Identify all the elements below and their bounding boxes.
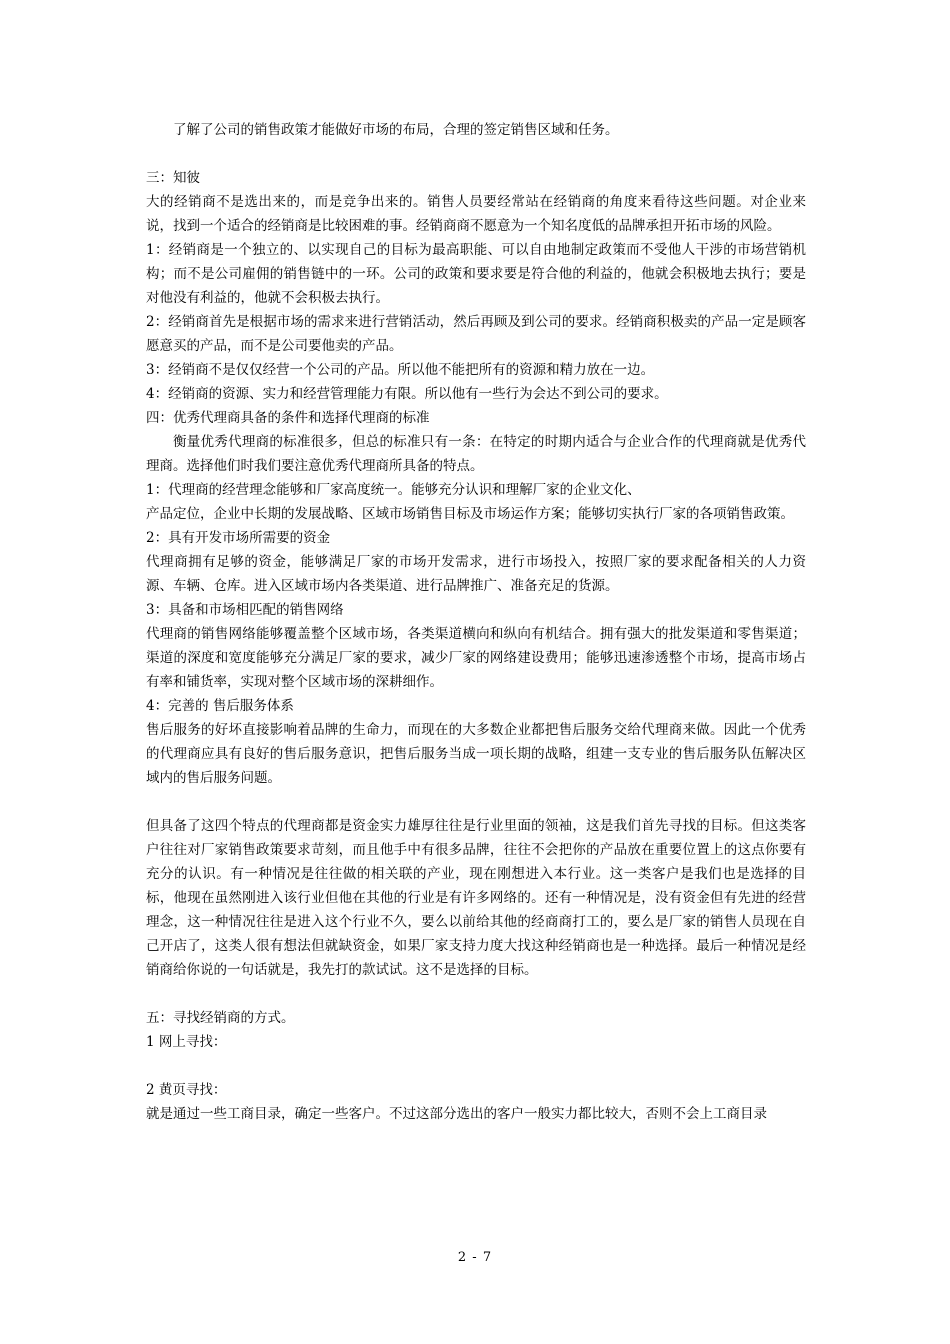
section-heading: 五：寻找经销商的方式。 [146,1010,295,1026]
list-item: 1：经销商是一个独立的、以实现自己的目标为最高职能、可以自由地制定政策而不受他人干涉的市场营销机构；而不是公司雇佣的销售链中的一环。公司的政策和要求要是符合他的利益的，他就会积极地去执行；要是对他没有利益的，他就不会积极去执行。 [146,242,806,306]
list-item: 2 黄页寻找： [146,1082,227,1098]
paragraph: 售后服务的好坏直接影响着品牌的生命力，而现在的大多数企业都把售后服务交给代理商来做。因此一个优秀的代理商应具有良好的售后服务意识，把售后服务当成一项长期的战略，组建一支专业的售后服务队伍解决区域内的售后服务问题。 [146,722,806,786]
blank-line [146,790,806,814]
list-item: 4：经销商的资源、实力和经营管理能力有限。所以他有一些行为会达不到公司的要求。 [146,386,668,402]
list-item: 4：完善的 售后服务体系 [146,698,294,714]
paragraph: 产品定位，企业中长期的发展战略、区域市场销售目标及市场运作方案；能够切实执行厂家的各项销售政策。 [146,506,794,522]
list-item: 1：代理商的经营理念能够和厂家高度统一。能够充分认识和理解厂家的企业文化、 [146,482,641,498]
paragraph: 衡量优秀代理商的标准很多，但总的标准只有一条：在特定的时期内适合与企业合作的代理商就是优秀代理商。选择他们时我们要注意优秀代理商所具备的特点。 [146,434,806,474]
blank-line [146,1054,806,1078]
paragraph: 就是通过一些工商目录，确定一些客户。不过这部分选出的客户一般实力都比较大，否则不会上工商目录 [146,1106,767,1122]
blank-line [146,982,806,1006]
list-item: 1 网上寻找： [146,1034,227,1050]
body-text [146,118,806,1126]
list-item: 2：具有开发市场所需要的资金 [146,530,331,546]
section-heading: 三：知彼 [146,170,200,186]
paragraph: 代理商拥有足够的资金，能够满足厂家的市场开发需求，进行市场投入，按照厂家的要求配备相关的人力资源、车辆、仓库。进入区域市场内各类渠道、进行品牌推广、准备充足的货源。 [146,554,806,594]
list-item: 2：经销商首先是根据市场的需求来进行营销活动，然后再顾及到公司的要求。经销商积极卖的产品一定是顾客愿意买的产品，而不是公司要他卖的产品。 [146,314,806,354]
paragraph: 了解了公司的销售政策才能做好市场的布局，合理的签定销售区域和任务。 [173,122,619,138]
paragraph: 代理商的销售网络能够覆盖整个区域市场，各类渠道横向和纵向有机结合。拥有强大的批发渠道和零售渠道；渠道的深度和宽度能够充分满足厂家的要求，减少厂家的网络建设费用；能够迅速渗透整个市场，提高市场占有率和铺货率，实现对整个区域市场的深耕细作。 [146,626,806,690]
list-item: 3：经销商不是仅仅经营一个公司的产品。所以他不能把所有的资源和精力放在一边。 [146,362,655,378]
list-item: 3：具备和市场相匹配的销售网络 [146,602,344,618]
section-heading: 四：优秀代理商具备的条件和选择代理商的标准 [146,410,430,426]
paragraph: 大的经销商不是选出来的，而是竞争出来的。销售人员要经常站在经销商的角度来看待这些问题。对企业来说，找到一个适合的经销商是比较困难的事。经销商商不愿意为一个知名度低的品牌承担开拓市场的风险。 [146,194,806,234]
page-number: 2 - 7 [457,1250,493,1265]
paragraph: 但具备了这四个特点的代理商都是资金实力雄厚往往是行业里面的领袖，这是我们首先寻找的目标。但这类客户往往对厂家销售政策要求苛刻，而且他手中有很多品牌，往往不会把你的产品放在重要位置上的这点你要有充分的认识。有一种情况是往往做的相关联的产业，现在刚想进入本行业。这一类客户是我们也是选择的目标，他现在虽然刚进入该行业但他在其他的行业是有许多网络的。还有一种情况是，没有资金但有先进的经营理念，这一种情况往往是进入这个行业不久，要么以前给其他的经商商打工的，要么是厂家的销售人员现在自己开店了，这类人很有想法但就缺资金，如果厂家支持力度大找这种经销商也是一种选择。最后一种情况是经销商给你说的一句话就是，我先打的款试试。这不是选择的目标。 [146,818,806,978]
blank-line [146,142,806,166]
